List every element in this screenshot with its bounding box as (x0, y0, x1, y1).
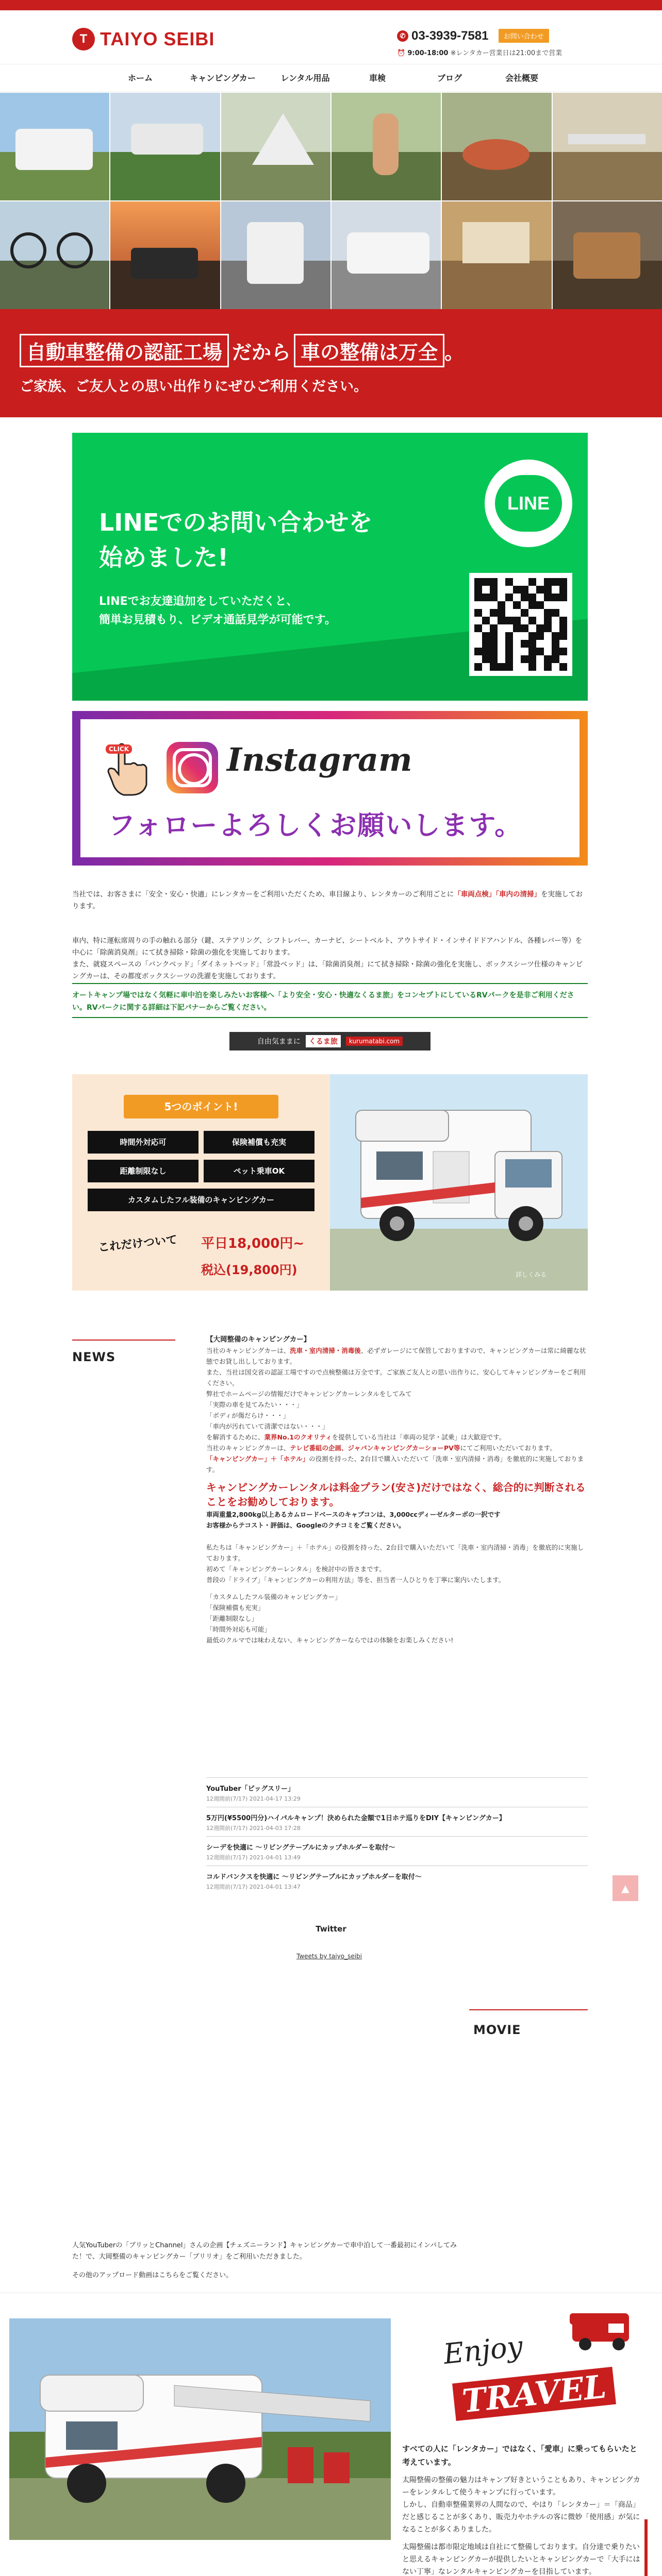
line-banner-sub (99, 592, 336, 630)
qr-cell (544, 578, 552, 586)
qr-cell (513, 586, 521, 594)
qr-cell (513, 617, 521, 624)
qr-cell (490, 655, 498, 663)
qr-cell (552, 624, 559, 632)
qr-cell (490, 601, 498, 609)
news-list (206, 1777, 588, 1895)
qr-cell (528, 640, 536, 648)
qr-cell (505, 601, 513, 609)
enjoy-p1: 太陽整備の整備の魅力はキャンプ好きということもあり、キャンピングカーをレンタルして使うキャンプに行っています。 (402, 2476, 640, 2497)
qr-cell (528, 586, 536, 594)
news-p8: 初めて「キャンピングカーレンタル」を検討中の皆さまです。 (206, 1565, 386, 1573)
qr-cell (559, 601, 567, 609)
kuruma-brand: くるま旅 (306, 1035, 341, 1047)
qr-cell (505, 617, 513, 624)
qr-cell (559, 655, 567, 663)
promo-price-tax: 税込(19,800円) (201, 1263, 297, 1277)
chevron-up-icon: ▲ (621, 1882, 630, 1894)
promo-banner[interactable] (72, 1074, 588, 1291)
news-p4 (206, 1432, 588, 1443)
qr-cell (544, 609, 552, 617)
qr-cell (552, 594, 559, 601)
qr-cell (544, 594, 552, 601)
intro-rule-bottom (72, 1017, 588, 1018)
news-q3: 「車内が汚れていて清潔ではない・・・」 (206, 1422, 329, 1430)
hero-photo-camper-rear (221, 201, 330, 309)
news-bold-2: お客様からテコスト・評価は、Googleのクチコミをご覧ください。 (206, 1521, 405, 1529)
qr-cell (482, 594, 490, 601)
nav-home[interactable]: ホーム (127, 73, 153, 83)
kuruma-tabi-banner[interactable] (229, 1032, 431, 1050)
qr-cell (490, 663, 498, 671)
qr-cell (474, 663, 482, 671)
news-p4-b: を提供している当社は「車両の見学・試乗」は大歓迎です。 (332, 1433, 506, 1441)
news-p4-a: を解消するために、 (206, 1433, 264, 1441)
news-rule (72, 1340, 175, 1341)
qr-cell (521, 655, 528, 663)
qr-cell (544, 624, 552, 632)
news-item-title: シーデを快適に ～リビングテーブルにカップホルダーを取付～ (206, 1844, 395, 1852)
promo-price-weekday: 平日18,000円~ (201, 1236, 305, 1251)
hero-photo-bbq (553, 201, 662, 309)
promo-detail-link[interactable]: 詳しくみる (516, 1271, 547, 1278)
hero-subheadline: ご家族、ご友人との思い出作りにぜひご利用ください。 (20, 379, 368, 395)
qr-cell (474, 586, 482, 594)
intro-paragraph-2 (72, 935, 588, 982)
qr-cell (498, 632, 505, 640)
qr-cell (552, 655, 559, 663)
qr-cell (490, 648, 498, 655)
qr-cell (505, 609, 513, 617)
qr-cell (482, 617, 490, 624)
twitter-title: Twitter (316, 1924, 346, 1934)
qr-cell (559, 640, 567, 648)
qr-cell (559, 617, 567, 624)
news-item-date: 12週間前(7/17) 2021-04-03 17:28 (206, 1825, 301, 1832)
news-p5-red: テレビ番組の企画、ジャパンキャンピングカーショーPV等 (290, 1444, 460, 1452)
qr-cell (521, 578, 528, 586)
logo-mark: T (72, 28, 95, 50)
news-list-item[interactable] (206, 1866, 588, 1895)
camper-awning-illustration (9, 2318, 391, 2540)
qr-cell (505, 624, 513, 632)
qr-cell (544, 586, 552, 594)
point-insurance: 保険補償も充実 (204, 1131, 315, 1154)
qr-cell (482, 632, 490, 640)
qr-cell (528, 601, 536, 609)
news-p6-red: 「キャンピングカー」＋「ホテル」 (206, 1455, 309, 1463)
qr-cell (544, 648, 552, 655)
nav-company[interactable]: 会社概要 (505, 73, 538, 83)
instagram-wordmark: Instagram (227, 741, 412, 778)
qr-cell (552, 601, 559, 609)
hours-note: ※レンタカー営業日は21:00まで営業 (450, 49, 562, 57)
intro-p1-c: を実施しております。 (72, 890, 583, 910)
news-p5-b: にてご利用いただいております。 (460, 1444, 556, 1452)
qr-cell (552, 578, 559, 586)
qr-cell (498, 586, 505, 594)
news-big-callout: キャンピングカーレンタルは料金プラン(安さ)だけではなく、総合的に判断されることをお勧めしております。 (206, 1481, 586, 1508)
qr-cell (482, 655, 490, 663)
enjoy-photo-camper-awning (9, 2318, 391, 2540)
enjoy-red-stripe (644, 2519, 648, 2576)
qr-cell (482, 640, 490, 648)
phone-number[interactable] (397, 29, 488, 43)
news-title: NEWS (72, 1350, 116, 1364)
points-title: 5つのポイント! (124, 1095, 278, 1118)
qr-cell (521, 624, 528, 632)
qr-cell (552, 640, 559, 648)
news-p1-end: 、必ずガレージにて保管しておりますので、キャンピングカーは常に綺麗な状態でお貸し出ししております。 (206, 1347, 586, 1365)
qr-cell (521, 640, 528, 648)
qr-cell (474, 624, 482, 632)
hero-photo-cooking (442, 93, 551, 200)
line-qr-code[interactable] (469, 573, 572, 676)
qr-cell (490, 617, 498, 624)
hero-because: だから (232, 341, 291, 364)
qr-cell (513, 640, 521, 648)
point-after-hours: 時間外対応可 (88, 1131, 198, 1154)
qr-cell (559, 648, 567, 655)
news-p10: 最低のクルマでは味わえない、キャンピングカーならではの体験をお楽しみください! (206, 1636, 454, 1644)
qr-cell (536, 648, 544, 655)
qr-cell (505, 586, 513, 594)
hero-photo-camp-table (553, 93, 662, 200)
news-bold-1: 車両重量2,800kg以上あるカムロードベースのキャブコンは、3,000ccディーゼルターボの一択です (206, 1511, 501, 1518)
hero-photo-motorhome (0, 93, 109, 200)
qr-cell (536, 601, 544, 609)
rv-park-text: オートキャンプ場ではなく気軽に車中泊を楽しみたいお客様へ「より安全・安心・快適なくるま旅」をコンセプトにしているRVパークを是非ご利用ください。RVパークに関する詳細は下記バナーからご覧ください。 (72, 991, 574, 1012)
qr-cell (559, 624, 567, 632)
qr-cell (521, 617, 528, 624)
qr-cell (505, 663, 513, 671)
kuruma-label: 自由気ままに (257, 1038, 301, 1046)
hero-period: 。 (444, 341, 465, 364)
qr-cell (482, 578, 490, 586)
line-banner-title (99, 505, 372, 575)
qr-cell (505, 648, 513, 655)
news-list-item[interactable] (206, 1777, 588, 1807)
qr-cell (528, 609, 536, 617)
qr-cell (544, 663, 552, 671)
qr-cell (536, 578, 544, 586)
nav-camping-car[interactable]: キャンピングカー (190, 73, 256, 83)
qr-cell (521, 601, 528, 609)
news-p2: また、当社は国交省の認証工場ですので点検整備は万全です。ご家族ご友人との思い出作りに、安心してキャンピングカーをご利用ください。 (206, 1368, 586, 1387)
qr-cell (513, 594, 521, 601)
qr-cell (513, 655, 521, 663)
qr-cell (536, 594, 544, 601)
qr-cell (490, 640, 498, 648)
qr-cell (498, 609, 505, 617)
qr-cell (521, 648, 528, 655)
scroll-top-button[interactable] (613, 1875, 638, 1901)
qr-cell (474, 578, 482, 586)
qr-cell (474, 648, 482, 655)
news-p7: 私たちは「キャンピングカー」＋「ホテル」の役割を持った、2台目で購入いただいて「洗車・室内清掃・消毒」を徹底的に実施しております。 (206, 1544, 584, 1562)
qr-cell (498, 601, 505, 609)
qr-cell (482, 609, 490, 617)
nav-blog[interactable]: ブログ (437, 73, 462, 83)
intro-p3: また、就寝スペースの「バンクベッド」「ダイネットベッド」「常設ベッド」は、「除菌消臭剤」にて拭き掃除・除菌の強化を実施し、ボックスシーツ仕様のキャンピングカーは、その都度ボックスシーツの洗濯を実施しております。 (72, 960, 583, 980)
qr-cell (536, 655, 544, 663)
qr-cell (528, 655, 536, 663)
qr-cell (544, 617, 552, 624)
line-title-2: 始めました! (99, 544, 228, 571)
instagram-icon (167, 742, 218, 793)
qr-cell (536, 640, 544, 648)
qr-cell (544, 632, 552, 640)
news-p3: 弊社でホームページの情報だけでキャンピングカーレンタルをしてみて (206, 1390, 412, 1398)
qr-cell (513, 601, 521, 609)
line-logo-icon (485, 460, 572, 547)
phone-text: 03-3939-7581 (411, 29, 489, 43)
camper-truck-illustration (340, 1095, 577, 1265)
line-sub-2: 簡単お見積もり、ビデオ通話見学が可能です。 (99, 614, 336, 626)
site-header (0, 10, 662, 62)
qr-cell (505, 594, 513, 601)
qr-cell (474, 655, 482, 663)
hero-photo-tent (221, 93, 330, 200)
qr-cell (536, 609, 544, 617)
qr-cell (528, 648, 536, 655)
enjoy-p3: 太陽整備は都市限定地域は自社にて整備しております。自分達で乗りたいと思えるキャンピングカーが提供したいとキャンピングカーで「大手にはない丁寧」なレンタルキャンピングカーを目指しています。 (402, 2543, 640, 2576)
news-list-item[interactable] (206, 1836, 588, 1866)
intro-rule-top (72, 983, 588, 984)
qr-cell (552, 663, 559, 671)
qr-cell (505, 578, 513, 586)
qr-cell (498, 655, 505, 663)
qr-cell (521, 609, 528, 617)
nav-inspection[interactable]: 車検 (369, 73, 386, 83)
qr-cell (536, 617, 544, 624)
qr-cell (552, 648, 559, 655)
line-logo-text: LINE (495, 475, 562, 532)
intro-p1-a: 当社では、お客さまに「安全・安心・快適」にレンタカーをご利用いただくため、車目線より、レンタカーのご利用ごとに (72, 890, 454, 899)
news-q4: 「カスタムしたフル装備のキャンピングカー」 (206, 1593, 341, 1601)
twitter-link[interactable]: Tweets by taiyo_seibi (296, 1953, 362, 1960)
promo-cheap-text: これだけついて (97, 1233, 178, 1255)
news-p9: 普段の「ドライブ」「キャンピングカーの利用方法」等を、担当者一人ひとりを丁寧に案内いたします。 (206, 1576, 505, 1584)
qr-cell (528, 617, 536, 624)
logo-text: TAIYO SEIBI (100, 28, 215, 49)
movie-title: MOVIE (473, 2023, 521, 2037)
hero-photo-sunset (110, 201, 220, 309)
qr-cell (521, 663, 528, 671)
news-item-title: 5万円(¥5500円分)ハイパルキャンプ！決められた金額で1日ホテ巡りをDIY【キャンピングカー】 (206, 1815, 506, 1822)
news-p6-text: の役割を持った、2台目で購入いただいて「洗車・室内清掃・消毒」を徹底的に実施しております。 (206, 1455, 584, 1473)
qr-cell (490, 609, 498, 617)
youtube-more-link[interactable]: その他のアップロード動画はこちらをご覧ください。 (72, 2272, 233, 2279)
line-sub-1: LINEでお友達追加をしていただくと、 (99, 595, 298, 608)
main-nav (0, 64, 662, 92)
point-no-distance-limit: 距離制限なし (88, 1160, 198, 1182)
enjoy-p2: しかし、自動車整備業界の人間なので、やはり「レンタカー」＝「商品」だと感じることが多くあり、販売力やホテルの客に微妙「使用感」が気になることが多くありました。 (402, 2501, 640, 2534)
click-tag: CLICK (106, 744, 132, 754)
qr-cell (490, 624, 498, 632)
qr-cell (482, 663, 490, 671)
qr-cell (559, 578, 567, 586)
qr-cell (498, 663, 505, 671)
instagram-follow-text: フォローよろしくお願いします。 (108, 810, 523, 841)
phone-icon: ✆ (397, 30, 408, 42)
news-item-date: 12週間前(7/17) 2021-04-01 13:47 (206, 1884, 301, 1890)
qr-cell (513, 663, 521, 671)
intro-p1-highlight: 「車両点検」「車内の清掃」 (454, 890, 541, 899)
qr-cell (474, 640, 482, 648)
line-banner[interactable] (72, 433, 588, 701)
hero-maintenance-box: 車の整備は万全 (294, 334, 444, 367)
qr-cell (559, 594, 567, 601)
qr-cell (521, 594, 528, 601)
qr-cell (559, 663, 567, 671)
qr-cell (474, 601, 482, 609)
qr-cell (482, 648, 490, 655)
contact-button[interactable]: お問い合わせ (499, 29, 549, 43)
qr-cell (552, 632, 559, 640)
enjoy-script: Enjoy (442, 2330, 524, 2370)
point-pets-ok: ペット乗車OK (204, 1160, 315, 1182)
qr-cell (482, 624, 490, 632)
qr-cell (498, 594, 505, 601)
news-heading: 【大岡整備のキャンピングカー】 (206, 1335, 311, 1344)
news-q5: 「保険補償も充実」 (206, 1604, 264, 1612)
qr-cell (528, 663, 536, 671)
hero-photo-people (332, 93, 441, 200)
youtube-description: 人気YouTuberの「ブリッとChannel」さんの企画【チェズニーランド】キャンピングカーで車中泊して一番最初にインパしてみた！で、大岡整備のキャンピングカー「ブリリオ」をご利用いただきました。 (72, 2242, 457, 2261)
news-item-title: コルドバンクスを快適に ～リビングテーブルにカップホルダーを取付～ (206, 1873, 422, 1881)
qr-cell (490, 594, 498, 601)
qr-cell (521, 586, 528, 594)
news-q1: 「実際の車を見てみたい・・・」 (206, 1401, 303, 1409)
qr-cell (528, 624, 536, 632)
qr-cell (498, 624, 505, 632)
qr-cell (521, 632, 528, 640)
enjoy-lead: すべての人に「レンタカー」ではなく、「愛車」に乗ってもらいたと考えています。 (402, 2444, 637, 2467)
news-body (206, 1334, 588, 1646)
qr-cell (490, 632, 498, 640)
red-camper-icon (567, 2308, 639, 2354)
qr-cell (498, 640, 505, 648)
qr-cell (490, 586, 498, 594)
kuruma-url: kurumatabi.com (346, 1037, 403, 1046)
qr-cell (552, 586, 559, 594)
line-title-1: LINEでのお問い合わせを (99, 509, 373, 536)
qr-cell (513, 632, 521, 640)
news-p1-a: 当社のキャンピングカーは、 (206, 1347, 290, 1354)
news-item-title: YouTuber「ピッグスリー」 (206, 1785, 294, 1793)
intro-paragraph-1 (72, 889, 588, 912)
qr-cell (544, 655, 552, 663)
intro-p2: 車内、特に運転席周りの手の触れる部分（鍵、ステアリング、シフトレバー、カーナビ、シートベルト、アウトサイド・インサイドドアハンドル、各種レバー等）を中心に「除菌消臭剤」にて拭き掃除・除菌の強化を実施しております。 (72, 937, 583, 957)
news-item-date: 12週間前(7/17) 2021-04-17 13:29 (206, 1795, 301, 1802)
qr-cell (536, 632, 544, 640)
news-q6: 「距離制限なし」 (206, 1615, 258, 1622)
news-p1-red: 洗車・室内清掃・消毒後 (290, 1347, 361, 1354)
news-p5 (206, 1443, 588, 1453)
qr-cell (474, 594, 482, 601)
qr-cell (559, 586, 567, 594)
qr-cell (474, 609, 482, 617)
qr-cell (536, 663, 544, 671)
movie-rule (469, 2009, 588, 2010)
qr-cell (498, 617, 505, 624)
qr-cell (513, 648, 521, 655)
news-p6 (206, 1453, 588, 1475)
news-q2: 「ボディが傷だらけ・・・」 (206, 1412, 290, 1419)
qr-cell (498, 648, 505, 655)
qr-cell (544, 601, 552, 609)
qr-cell (513, 624, 521, 632)
news-p4-red: 業界No.1のクオリティ (264, 1433, 332, 1441)
hero-photo-bicycle (0, 201, 109, 309)
qr-cell (528, 578, 536, 586)
qr-cell (498, 578, 505, 586)
qr-cell (528, 632, 536, 640)
hero-photo-interior (442, 201, 551, 309)
qr-cell (544, 640, 552, 648)
qr-cell (513, 578, 521, 586)
qr-cell (490, 578, 498, 586)
hero-headline (20, 334, 464, 367)
qr-cell (552, 609, 559, 617)
qr-cell (505, 632, 513, 640)
clock-icon: ⏰ (397, 49, 408, 57)
hero-certified-box: 自動車整備の認証工場 (20, 334, 229, 367)
qr-cell (513, 609, 521, 617)
qr-cell (482, 586, 490, 594)
enjoy-text (402, 2442, 644, 2576)
hero-photo-van (332, 201, 441, 309)
qr-cell (552, 617, 559, 624)
qr-cell (505, 640, 513, 648)
hero-photo-grid (0, 93, 662, 309)
news-p5-a: 当社のキャンピングカーは、 (206, 1444, 290, 1452)
point-full-equipment: カスタムしたフル装備のキャンピングカー (88, 1189, 315, 1211)
business-hours (397, 47, 593, 57)
qr-cell (559, 632, 567, 640)
news-p1 (206, 1345, 588, 1367)
news-q7: 「時間外対応も可能」 (206, 1625, 271, 1633)
qr-cell (474, 632, 482, 640)
enjoy-travel-tag: TRAVEL (452, 2367, 616, 2421)
news-list-item[interactable] (206, 1807, 588, 1836)
news-item-date: 12週間前(7/17) 2021-04-01 13:49 (206, 1854, 301, 1861)
site-logo[interactable] (72, 28, 214, 50)
qr-cell (482, 601, 490, 609)
qr-cell (528, 594, 536, 601)
qr-cell (505, 655, 513, 663)
qr-cell (536, 624, 544, 632)
qr-grid (474, 578, 567, 671)
hero-photo-field (110, 93, 220, 200)
top-bar (0, 0, 662, 10)
nav-rental-goods[interactable]: レンタル用品 (280, 73, 330, 83)
qr-cell (559, 609, 567, 617)
qr-cell (474, 617, 482, 624)
header-contact (397, 29, 593, 57)
qr-cell (536, 586, 544, 594)
hours-time: 9:00-18:00 (407, 49, 449, 57)
